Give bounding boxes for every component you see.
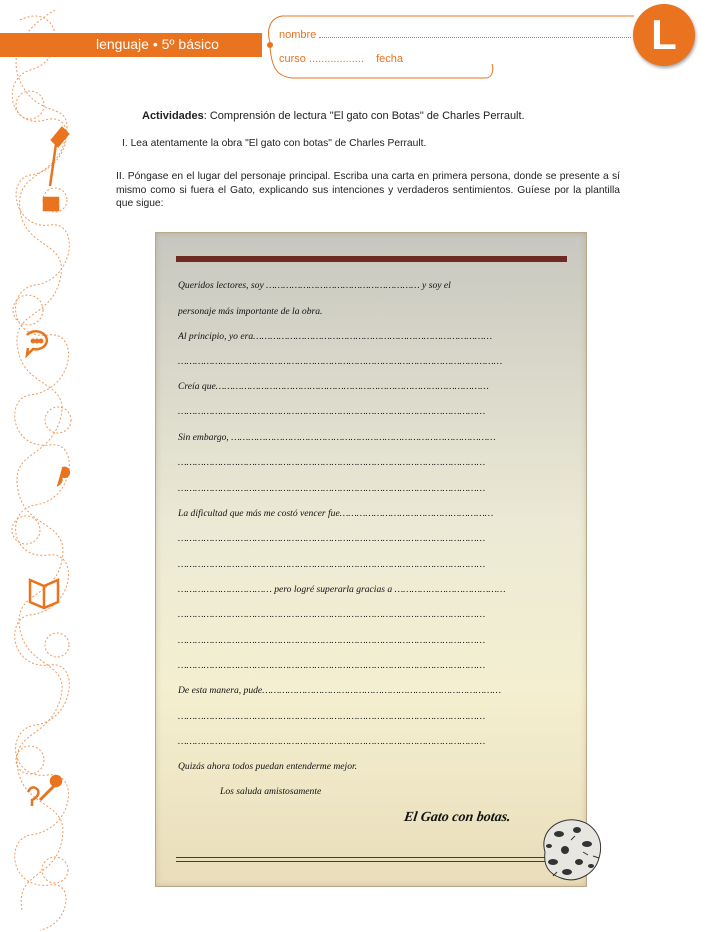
letter-line: …………………………… pero logré superarla gracias a ………………………………… xyxy=(178,584,506,595)
cat-illustration xyxy=(535,812,607,886)
letter-line: Queridos lectores, soy ……………………………………………… y soy el xyxy=(178,280,451,291)
letter-line: ……………………………………………………………………………………………… xyxy=(178,711,486,722)
letter-line: ……………………………………………………………………………………………… xyxy=(178,457,486,468)
letter-signature: El Gato con botas. xyxy=(403,810,512,825)
letter-line: Sin embargo, ………………………………………………………………………………… xyxy=(178,432,496,443)
instruction-1: I. Lea atentamente la obra "El gato con botas" de Charles Perrault. xyxy=(122,138,427,149)
letter-line: ……………………………………………………………………………………………… xyxy=(178,533,486,544)
letter-line: …………………………………………………………………………………………………… xyxy=(178,356,503,367)
swirl-border-decoration xyxy=(0,0,90,932)
letter-line: personaje más importante de la obra. xyxy=(178,306,323,317)
letter-top-rule xyxy=(176,256,567,262)
letter-line: ……………………………………………………………………………………………… xyxy=(178,559,486,570)
letter-line: ……………………………………………………………………………………………… xyxy=(178,660,486,671)
curso-field[interactable] xyxy=(279,53,403,65)
letter-line: La dificultad que más me costó vencer fue……………………………………………… xyxy=(178,508,494,519)
subject-label: lenguaje • 5º básico xyxy=(96,36,219,52)
nombre-label: nombre xyxy=(279,29,317,41)
fecha-label: fecha xyxy=(376,53,404,65)
letter-line: Al principio, yo era………………………………………………………………………… xyxy=(178,331,492,342)
letter-line: ……………………………………………………………………………………………… xyxy=(178,635,486,646)
letter-line: ……………………………………………………………………………………………… xyxy=(178,483,486,494)
letter-line: ……………………………………………………………………………………………… xyxy=(178,736,486,747)
letter-line: ……………………………………………………………………………………………… xyxy=(178,406,486,417)
letter-bottom-rule xyxy=(176,861,568,862)
letter-line: Quizás ahora todos puedan entenderme mejor. xyxy=(178,761,358,772)
letter-line: ……………………………………………………………………………………………… xyxy=(178,609,486,620)
activity-title xyxy=(142,110,525,122)
letter-line: Creía que…………………………………………………………………………………… xyxy=(178,381,489,392)
instruction-2: II. Póngase en el lugar del personaje principal. Escriba una carta en primera persona, donde se presente a sí mismo como si fuera el Gato, explicando sus intenciones y verdaderos sentimientos. Guíese por la plantilla que sigue: xyxy=(116,171,620,209)
activity-title-label: Actividades xyxy=(142,110,204,122)
nombre-input-line[interactable] xyxy=(319,28,631,38)
nombre-field[interactable] xyxy=(279,28,631,41)
letter-bottom-rule xyxy=(176,857,568,858)
letter-line: De esta manera, pude………………………………………………………………………… xyxy=(178,685,502,696)
subject-letter-badge: L xyxy=(633,4,695,66)
curso-label: curso .................. xyxy=(279,53,364,65)
letter-closing: Los saluda amistosamente xyxy=(220,786,322,797)
activity-title-text: : Comprensión de lectura "El gato con Botas" de Charles Perrault. xyxy=(203,110,525,122)
